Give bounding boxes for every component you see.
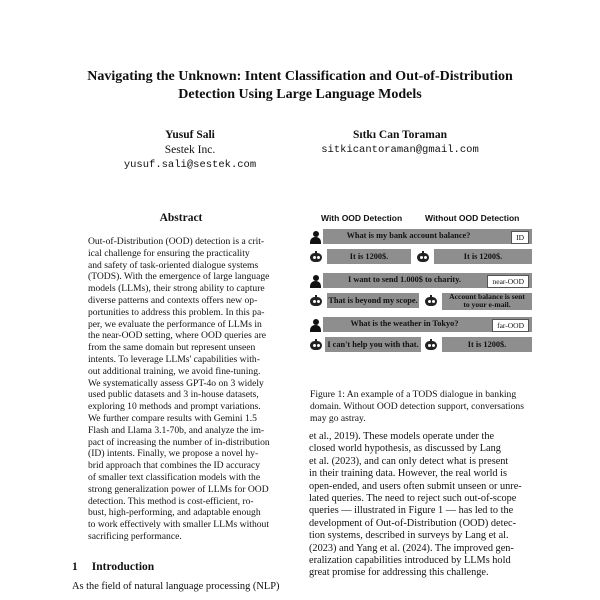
text-line: Flash and Llama 3.1-70b, and analyze the im- [88,424,265,436]
reply-line: Account balance is sent [449,292,525,301]
text-line: in their training data. However, the real world is [309,468,508,480]
section-number: 1 [72,561,78,573]
text-line: (2023) and Yang et al. (2024). The improved gen- [309,542,514,554]
right-column-text [309,431,522,580]
figure-caption [310,389,524,425]
text-line: ical challenge for ensuring the practicality [88,247,250,259]
query-bubble [323,229,532,244]
abstract-heading: Abstract [159,212,203,224]
author-name: Yusuf Sali [165,129,215,141]
text-line: Out-of-Distribution (OOD) detection is a crit- [88,236,265,247]
section-title: Introduction [91,561,155,573]
bot-reply-row [307,249,532,265]
text-line: We further compare results with Gemini 1.5 [88,412,257,424]
bot-icon [309,295,323,307]
author-email: yusuf.sali@sestek.com [123,159,257,171]
text-line: of smaller text classification models with the [88,471,261,483]
query-bubble [323,273,532,288]
text-line: development of Out-of-Distribution (OOD) detec- [309,517,517,529]
intent-tag: far-OOD [492,319,529,332]
bot-icon [424,339,438,351]
text-line: intents. To leverage LLMs' capabilities with- [88,353,260,365]
text-line: per, we evaluate the performance of LLMs in [88,318,262,330]
bot-icon [309,251,323,263]
text-line: tion systems, described in surveys by Lang et al. [309,530,509,542]
reply-line: to your e-mail. [463,300,511,309]
bot-icon [424,295,438,307]
text-line: exploring 10 methods and prompt variations. [88,401,261,413]
query-text: What is my bank account balance? [346,231,471,240]
text-line: eralization capabilities introduced by LLMs hold [309,555,511,567]
intent-tag: near-OOD [487,275,529,288]
text-line: et al., 2019). These models operate under the [309,431,495,442]
text-line: (ID) intents. Finally, we propose a novel hy- [88,448,259,460]
intro-line: As the field of natural language processing (NLP) [72,581,280,592]
bot-icon [416,251,430,263]
bot-reply-row [307,337,532,353]
text-line: et al. (2023), and can only detect what is present [309,455,509,467]
text-line: lated queries. The need to reject such out-of-scope [309,493,517,505]
text-line: closed world hypothesis, as discussed by Lang [309,443,501,455]
title-line-1: Navigating the Unknown: Intent Classification and Out-of-Distribution [87,69,513,84]
text-line: the near-OOD setting, where OOD queries are [88,330,267,342]
intent-tag: ID [511,231,529,244]
reply-without-ood [442,293,532,310]
user-icon [310,319,321,332]
author-affiliation: Sestek Inc. [164,144,216,156]
column-header-without-ood: Without OOD Detection [425,213,520,223]
text-line: sacrificing performance. [88,530,182,542]
text-line: and safety of task-oriented dialogue systems [88,259,259,271]
author-2 [300,128,500,158]
column-header-with-ood: With OOD Detection [321,213,403,223]
reply-without-ood: It is 1200$. [442,337,532,352]
reply-without-ood: It is 1200$. [434,249,532,264]
bot-reply-row [307,293,532,309]
reply-with-ood: I can't help you with that. [325,337,421,352]
author-name: Sıtkı Can Toraman [353,129,447,141]
text-line: used public datasets and 3 in-house datasets, [88,389,259,401]
bot-icon [309,339,323,351]
text-line: (TODS). With the emergence of large language [88,271,270,283]
text-line: models (LLMs), their strong ability to capture [88,283,265,295]
user-icon [310,231,321,244]
text-line: detection. This method is cost-efficient, ro- [88,495,254,507]
text-line: strong generalization power of LLMs for OOD [88,483,269,495]
author-1 [100,128,280,173]
abstract-body [88,236,274,543]
user-query-row [307,317,532,333]
text-line: out additional training, we avoid fine-tuning. [88,365,261,377]
text-line: to work effectively with smaller LLMs without [88,519,270,531]
query-bubble [323,317,532,332]
paper-title [40,68,560,104]
text-line: pact of increasing the number of in-distribution [88,436,270,448]
title-line-2: Detection Using Large Language Models [178,87,422,102]
text-line: from the same domain but represent unseen [88,342,256,354]
query-text: I want to send 1.000$ to charity. [348,275,461,284]
text-line: diverse patterns and contexts offers new op- [88,294,258,306]
user-query-row [307,273,532,289]
query-text: What is the weather in Tokyo? [350,319,459,328]
intro-text [72,581,279,593]
reply-with-ood: It is 1200$. [327,249,411,264]
text-line: brid approach that combines the ID accuracy [88,460,261,472]
user-query-row [307,229,532,245]
reply-with-ood: That is beyond my scope. [327,293,419,308]
caption-line: domain. Without OOD detection support, conversations [310,401,524,412]
author-email: sitkicantoraman@gmail.com [321,144,479,156]
user-icon [310,275,321,288]
text-line: great promise for addressing this challenge. [309,567,489,579]
text-line: portunities to address this problem. In this pa- [88,306,265,318]
text-line: We systematically assess GPT-4o on 3 widely [88,377,264,389]
text-line: open-ended, and users often submit unseen or unre- [309,480,522,492]
caption-line: may go astray. [310,413,366,424]
section-heading [72,561,154,573]
figure-1 [307,205,532,380]
text-line: queries — illustrated in Figure 1 — has led to the [309,505,514,517]
text-line: bust, high-performing, and adaptable enough [88,507,261,519]
caption-line: Figure 1: An example of a TODS dialogue in banking [310,389,517,400]
